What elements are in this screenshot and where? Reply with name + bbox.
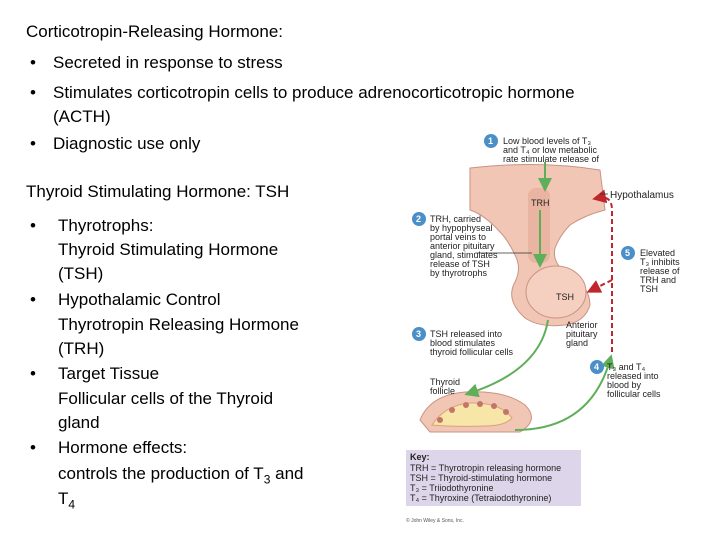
tsh-item-detail: gland bbox=[58, 413, 100, 432]
step3-text: blood stimulates bbox=[430, 338, 496, 348]
step5-text: Elevated bbox=[640, 248, 676, 258]
bullet-dot: • bbox=[30, 438, 36, 457]
hypothalamus-label: Hypothalamus bbox=[610, 190, 674, 201]
bullet-dot: • bbox=[30, 134, 36, 153]
copyright-text: © John Wiley & Sons, Inc. bbox=[406, 518, 464, 524]
key-line: T₄ = Thyroxine (Tetraiodothyronine) bbox=[410, 493, 552, 503]
crh-bullet-3: Diagnostic use only bbox=[53, 134, 201, 153]
svg-text:2: 2 bbox=[416, 214, 422, 224]
step3-text: thyroid follicular cells bbox=[430, 347, 514, 357]
tsh-item-label: Thyrotrophs: bbox=[58, 216, 154, 235]
step5-text: release of bbox=[640, 266, 680, 276]
crh-heading: Corticotropin-Releasing Hormone: bbox=[26, 22, 284, 41]
thyroid-follicle-label: follicle bbox=[430, 386, 456, 396]
step1-text: and T₄ or low metabolic bbox=[503, 145, 598, 155]
key-line: T₃ = Triiodothyronine bbox=[410, 483, 494, 493]
step2-text: by thyrotrophs bbox=[430, 268, 488, 278]
svg-text:3: 3 bbox=[416, 329, 422, 339]
step2-text: by hypophyseal bbox=[430, 223, 493, 233]
bullet-dot: • bbox=[30, 83, 36, 102]
bullet-dot: • bbox=[30, 216, 36, 235]
step5-text: TSH bbox=[640, 284, 658, 294]
crh-bullet-2-cont: (ACTH) bbox=[53, 107, 111, 126]
tsh-item-label: Hormone effects: bbox=[58, 438, 188, 457]
step4-text: blood by bbox=[607, 380, 642, 390]
svg-text:4: 4 bbox=[594, 362, 600, 372]
tsh-label: TSH bbox=[556, 292, 574, 302]
tsh-item-detail: $T_4$ bbox=[58, 489, 76, 512]
step4-text: follicular cells bbox=[607, 389, 661, 399]
crh-bullet-2: Stimulates corticotropin cells to produce adrenocorticotropic hormone bbox=[53, 83, 575, 102]
step5-text: T₃ inhibits bbox=[640, 257, 680, 267]
tsh-item-label: Hypothalamic Control bbox=[58, 290, 221, 309]
bullet-dot: • bbox=[30, 53, 36, 72]
tsh-item-detail: Follicular cells of the Thyroid bbox=[58, 389, 274, 408]
tsh-item-detail: Thyroid Stimulating Hormone bbox=[58, 240, 279, 259]
trh-label: TRH bbox=[531, 198, 550, 208]
step2-text: portal veins to bbox=[430, 232, 487, 242]
key-line: TRH = Thyrotropin releasing hormone bbox=[410, 463, 562, 473]
step2-text: gland, stimulates bbox=[430, 250, 498, 260]
step1-text: Low blood levels of T₃ bbox=[503, 136, 592, 146]
step3-text: TSH released into bbox=[430, 329, 503, 339]
step2-text: release of TSH bbox=[430, 259, 490, 269]
step1-text: rate stimulate release of bbox=[503, 154, 600, 164]
tsh-heading: Thyroid Stimulating Hormone: TSH bbox=[26, 182, 290, 201]
anterior-pituitary-label: pituitary bbox=[566, 329, 598, 339]
step2-text: TRH, carried bbox=[430, 214, 482, 224]
thyroid-follicle-label: Thyroid bbox=[430, 377, 461, 387]
anterior-pituitary-label: Anterior bbox=[566, 320, 598, 330]
step4-text: T₃ and T₄ bbox=[607, 362, 646, 372]
step2-text: anterior pituitary bbox=[430, 241, 495, 251]
step4-text: released into bbox=[607, 371, 659, 381]
bullet-dot: • bbox=[30, 364, 36, 383]
anterior-pituitary-label: gland bbox=[566, 338, 589, 348]
tsh-item-detail: controls the production of $T_3$ and bbox=[58, 464, 304, 487]
tsh-item-detail: Thyrotropin Releasing Hormone bbox=[58, 315, 299, 334]
svg-text:5: 5 bbox=[625, 248, 631, 258]
step5-text: TRH and bbox=[640, 275, 677, 285]
thyroid-axis-diagram bbox=[395, 125, 695, 530]
tsh-item-detail: (TSH) bbox=[58, 264, 104, 283]
feedback-arrow bbox=[598, 198, 612, 353]
tsh-item-label: Target Tissue bbox=[58, 364, 160, 383]
key-title: Key: bbox=[410, 452, 430, 462]
feedback-arrow-2 bbox=[592, 280, 612, 290]
thyroid-follicle-illustration bbox=[420, 392, 531, 432]
tsh-item-detail: (TRH) bbox=[58, 339, 105, 358]
crh-bullet-1: Secreted in response to stress bbox=[53, 53, 283, 72]
bullet-dot: • bbox=[30, 290, 36, 309]
key-line: TSH = Thyroid-stimulating hormone bbox=[410, 473, 553, 483]
svg-text:1: 1 bbox=[488, 136, 494, 146]
